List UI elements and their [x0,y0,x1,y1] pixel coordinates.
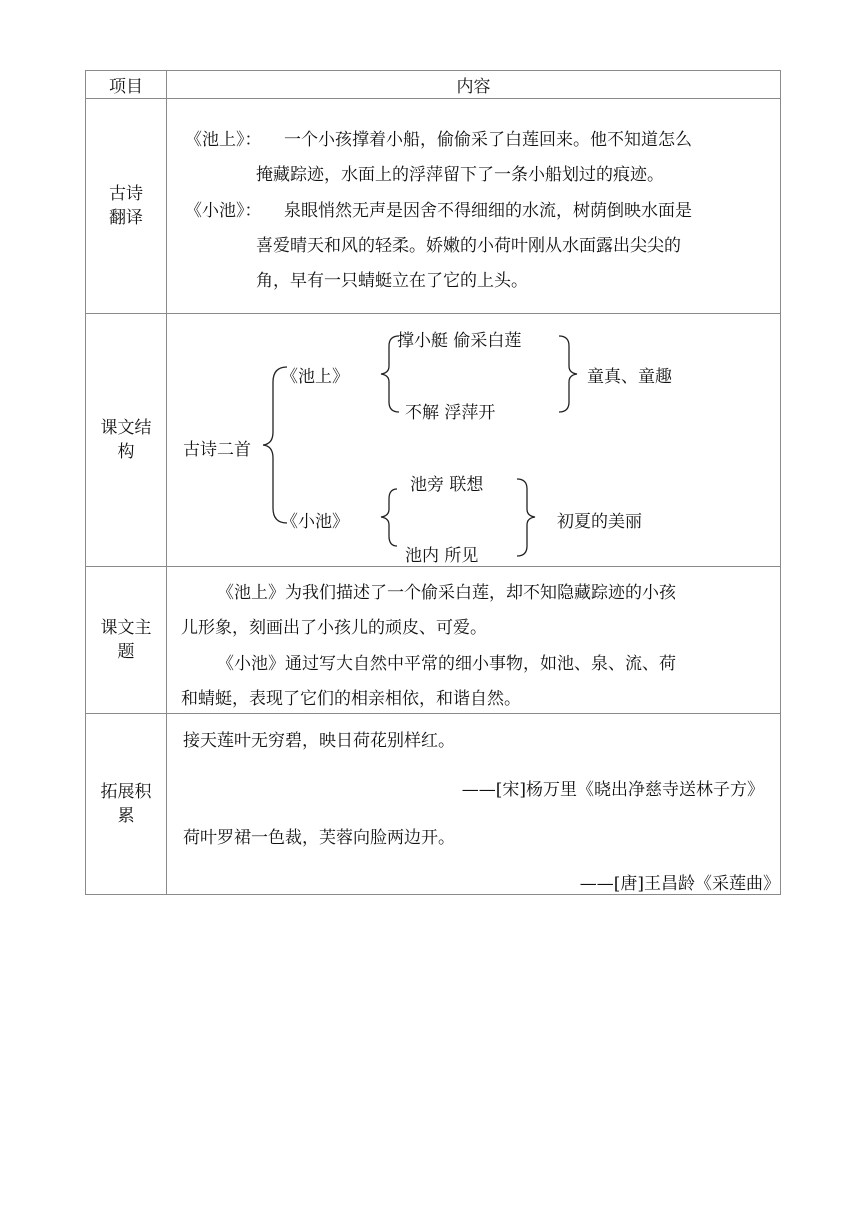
translation-label-line1: 古诗 [109,184,143,204]
translation-label-line2: 翻译 [109,208,143,228]
theme-para1-line: 儿形象，刻画出了小孩儿的顽皮、可爱。 [181,618,487,638]
branch2-item: 池旁 联想 [410,475,484,495]
poem1-line: 一个小孩撑着小船，偷偷采了白莲回来。他不知道怎么 [284,130,692,150]
extension-label-line2: 累 [117,806,135,826]
structure-content [167,314,781,567]
extension-label [86,714,167,895]
branch2-title: 《小池》 [281,512,349,532]
branch1-summary-brace [559,336,577,412]
poem1-line: 掩藏踪迹，水面上的浮萍留下了一条小船划过的痕迹。 [256,165,664,185]
branch2-summary-brace [517,479,535,556]
structure-braces [167,314,779,566]
branch1-summary: 童真、童趣 [587,367,672,387]
verse: 荷叶罗裙一色裁，芙蓉向脸两边开。 [183,828,455,848]
structure-label [86,314,167,567]
theme-para2-line: 《小池》通过写大自然中平常的细小事物，如池、泉、流、荷 [217,654,676,674]
extension-row [86,714,781,895]
branch1-item: 撑小艇 偷采白莲 [397,331,522,351]
header-content: 内容 [167,71,781,99]
header-row [86,71,781,99]
branch2-brace [381,489,397,546]
root-brace [263,367,287,523]
extension-label-line1: 拓展积 [100,782,152,802]
extension-content [167,714,781,895]
translation-row [86,99,781,314]
verse: 接天莲叶无穷碧，映日荷花别样红。 [183,731,455,751]
theme-label-line1: 课文主 [100,618,152,638]
branch2-summary: 初夏的美丽 [557,512,642,532]
structure-label-line1: 课文结 [100,418,152,438]
verse-source: ——[宋]杨万里《晓出净慈寺送林子方》 [461,780,764,800]
theme-para1-line: 《池上》为我们描述了一个偷采白莲，却不知隐藏踪迹的小孩 [217,583,676,603]
branch1-title: 《池上》 [281,367,349,387]
poem2-line: 角，早有一只蜻蜓立在了它的上头。 [256,271,528,291]
poem2-line: 喜爱晴天和风的轻柔。娇嫩的小荷叶刚从水面露出尖尖的 [256,236,681,256]
translation-label [86,99,167,314]
theme-row [86,567,781,714]
study-table [85,70,781,895]
verse-source: ——[唐]王昌龄《采莲曲》 [579,874,780,894]
translation-content [167,99,781,314]
theme-label-line2: 题 [117,642,135,662]
branch1-item: 不解 浮萍开 [405,403,496,423]
structure-root: 古诗二首 [183,440,251,460]
theme-para2-line: 和蜻蜓，表现了它们的相亲相依，和谐自然。 [181,689,521,709]
theme-content [167,567,781,714]
branch2-item: 池内 所见 [405,546,479,566]
theme-label [86,567,167,714]
poem1-title: 《池上》： [185,130,262,150]
poem2-title: 《小池》： [185,201,262,221]
structure-label-line2: 构 [117,442,135,462]
header-item: 项目 [86,71,167,99]
poem2-line: 泉眼悄然无声是因舍不得细细的水流，树荫倒映水面是 [284,201,692,221]
structure-row [86,314,781,567]
